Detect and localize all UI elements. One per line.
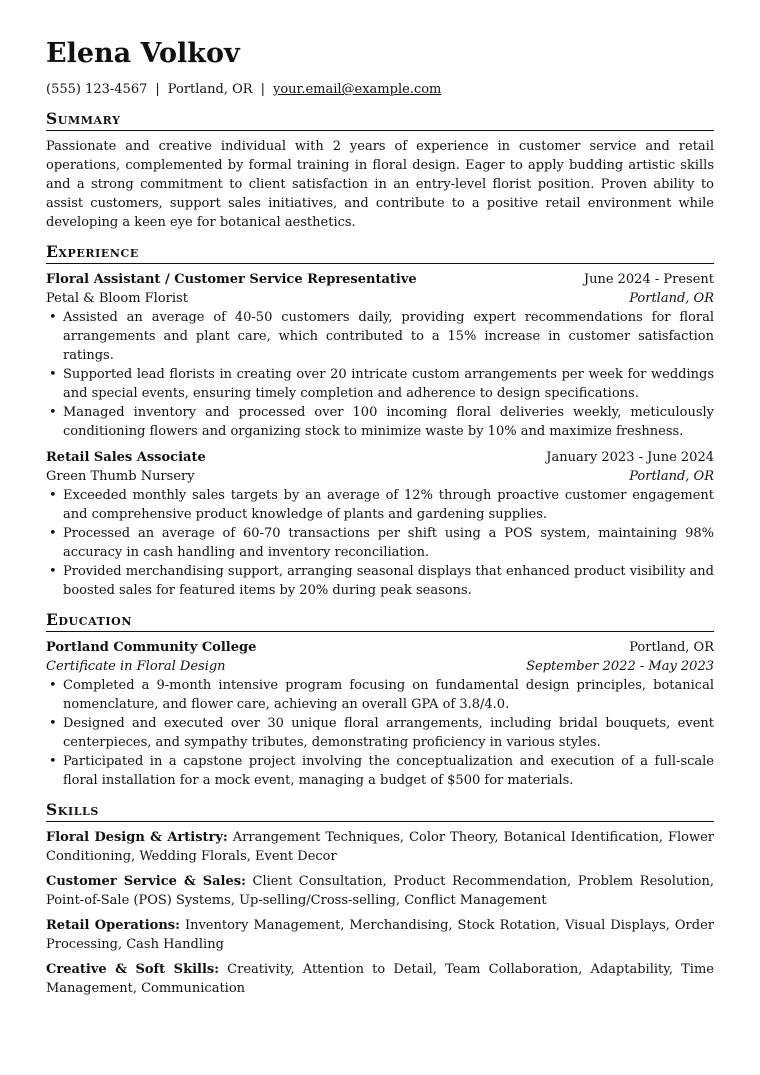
bullet-item: • Managed inventory and processed over 100 incoming floral deliveries weekly, meticulously conditioning flowers and organizing stock to minimize waste by 10% and maximize freshness. bbox=[46, 403, 714, 441]
education-entry bbox=[46, 638, 714, 790]
bullet-item: • Supported lead florists in creating over 20 intricate custom arrangements per week for weddings and special events, ensuring timely completion and adherence to design specifications. bbox=[46, 365, 714, 403]
education-bullets bbox=[46, 676, 714, 790]
skill-group-label: Retail Operations: bbox=[46, 918, 180, 933]
job-role: Retail Sales Associate bbox=[46, 450, 206, 465]
skill-group-label: Customer Service & Sales: bbox=[46, 874, 246, 889]
candidate-name: Elena Volkov bbox=[46, 38, 240, 69]
section-title-education: Education bbox=[46, 610, 714, 632]
location: Portland, OR bbox=[167, 82, 253, 97]
bullet-item: • Provided merchandising support, arranging seasonal displays that enhanced product visibility and boosted sales for featured items by 20% during peak seasons. bbox=[46, 562, 714, 600]
job-location: Portland, OR bbox=[629, 469, 714, 484]
school-location: Portland, OR bbox=[629, 640, 714, 655]
experience-section bbox=[46, 242, 714, 600]
summary-section bbox=[46, 109, 714, 232]
contact-separator: | bbox=[260, 82, 265, 97]
skills-section bbox=[46, 800, 714, 998]
skill-group-label: Floral Design & Artistry: bbox=[46, 830, 228, 845]
skill-group bbox=[46, 916, 714, 954]
phone-number: (555) 123-4567 bbox=[46, 82, 148, 97]
bullet-item: • Participated in a capstone project involving the conceptualization and execution of a full-scale floral installation for a mock event, managing a budget of $500 for materials. bbox=[46, 752, 714, 790]
skill-group bbox=[46, 872, 714, 910]
skill-group-items: Arrangement Techniques, Color Theory, Botanical Identification, Flower Conditioning, Wedding Florals, Event Decor bbox=[46, 830, 715, 864]
experience-entry bbox=[46, 270, 714, 441]
skill-group-items: Inventory Management, Merchandising, Stock Rotation, Visual Displays, Order Processing, Cash Handling bbox=[46, 918, 715, 952]
skill-group bbox=[46, 960, 714, 998]
school-name: Portland Community College bbox=[46, 640, 257, 655]
job-dates: January 2023 - June 2024 bbox=[546, 450, 714, 465]
job-dates: June 2024 - Present bbox=[583, 272, 714, 287]
skill-group bbox=[46, 828, 714, 866]
experience-entry bbox=[46, 448, 714, 600]
summary-text: Passionate and creative individual with 2 years of experience in customer service and retail operations, complemented by formal training in floral design. Eager to apply budding artistic skills and a strong commitment to client satisfaction in an entry-level florist position. Proven ability to assist customers, support sales initiatives, and contribute to a positive retail environment while developing a keen eye for botanical aesthetics. bbox=[46, 139, 714, 230]
job-role: Floral Assistant / Customer Service Representative bbox=[46, 272, 417, 287]
contact-separator: | bbox=[155, 82, 160, 97]
resume-page bbox=[46, 38, 714, 1008]
bullet-item: • Completed a 9-month intensive program focusing on fundamental design principles, botanical nomenclature, and flower care, achieving an overall GPA of 3.8/4.0. bbox=[46, 676, 714, 714]
skill-group-label: Creative & Soft Skills: bbox=[46, 962, 220, 977]
skill-group-items: Client Consultation, Product Recommendation, Problem Resolution, Point-of-Sale (POS) Systems, Up-selling/Cross-selling, Conflict Management bbox=[46, 874, 715, 908]
degree-name: Certificate in Floral Design bbox=[46, 659, 226, 674]
skill-group-items: Creativity, Attention to Detail, Team Collaboration, Adaptability, Time Management, Communication bbox=[46, 962, 714, 996]
job-bullets bbox=[46, 486, 714, 600]
section-title-summary: Summary bbox=[46, 109, 714, 131]
section-title-experience: Experience bbox=[46, 242, 714, 264]
contact-line bbox=[46, 80, 714, 99]
bullet-item: • Processed an average of 60-70 transactions per shift using a POS system, maintaining 98% accuracy in cash handling and inventory reconciliation. bbox=[46, 524, 714, 562]
bullet-item: • Designed and executed over 30 unique floral arrangements, including bridal bouquets, event centerpieces, and sympathy tributes, demonstrating proficiency in various styles. bbox=[46, 714, 714, 752]
job-bullets bbox=[46, 308, 714, 441]
section-title-skills: Skills bbox=[46, 800, 714, 822]
email-link[interactable]: your.email@example.com bbox=[272, 82, 442, 97]
job-location: Portland, OR bbox=[629, 291, 714, 306]
education-dates: September 2022 - May 2023 bbox=[526, 659, 714, 674]
company-name: Green Thumb Nursery bbox=[46, 469, 195, 484]
company-name: Petal & Bloom Florist bbox=[46, 291, 188, 306]
bullet-item: • Assisted an average of 40-50 customers daily, providing expert recommendations for floral arrangements and plant care, which contributed to a 15% increase in customer satisfaction ratings. bbox=[46, 308, 714, 365]
education-section bbox=[46, 610, 714, 790]
bullet-item: • Exceeded monthly sales targets by an average of 12% through proactive customer engagement and comprehensive product knowledge of plants and gardening supplies. bbox=[46, 486, 714, 524]
